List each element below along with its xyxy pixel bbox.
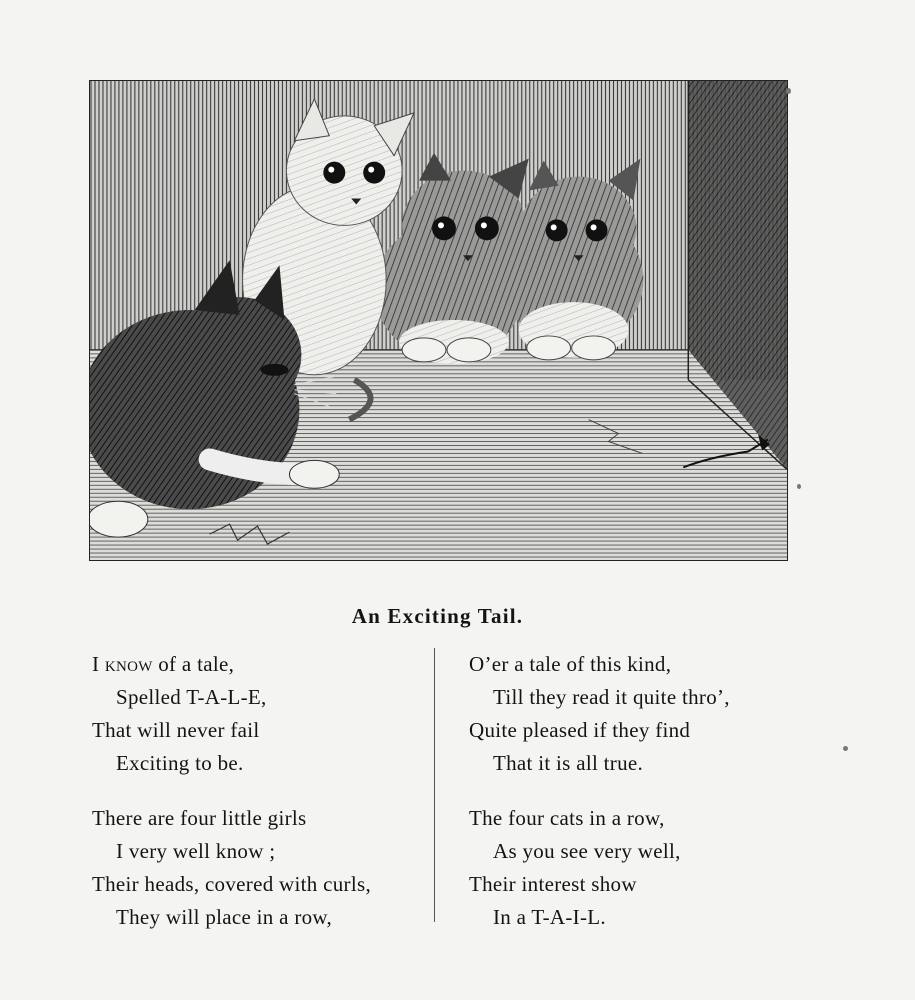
verse-line: The four cats in a row, [469,806,665,830]
four-kittens-engraving-icon [90,81,787,560]
verse-line: O’er a tale of this kind, [469,652,672,676]
paper-speck [786,88,791,94]
left-stanza-2 [92,802,371,934]
verse-line: In a T-A-I-L. [493,905,606,929]
kittens-illustration [89,80,788,561]
verse-line: Their interest show [469,872,637,896]
verse-line: Quite pleased if they find [469,718,691,742]
poem-title: An Exciting Tail. [351,604,524,628]
verse-line: As you see very well, [493,839,681,863]
verse-line: Spelled T-A-L-E, [116,685,267,709]
column-divider [434,648,435,922]
verse-line: They will place in a row, [116,905,333,929]
left-stanza-1 [92,648,267,780]
paper-speck [797,484,801,489]
verse-line: Till they read it quite thro’, [493,685,730,709]
verse-line: That it is all true. [493,751,644,775]
verse-line: I know of a tale, [92,652,235,676]
verse-line: There are four little girls [92,806,307,830]
right-stanza-2 [469,802,681,934]
verse-line: Exciting to be. [116,751,244,775]
paper-speck [843,746,848,751]
verse-line: Their heads, covered with curls, [92,872,372,896]
verse-line: That will never fail [92,718,260,742]
right-stanza-1 [469,648,730,780]
verse-line: I very well know ; [116,839,276,863]
